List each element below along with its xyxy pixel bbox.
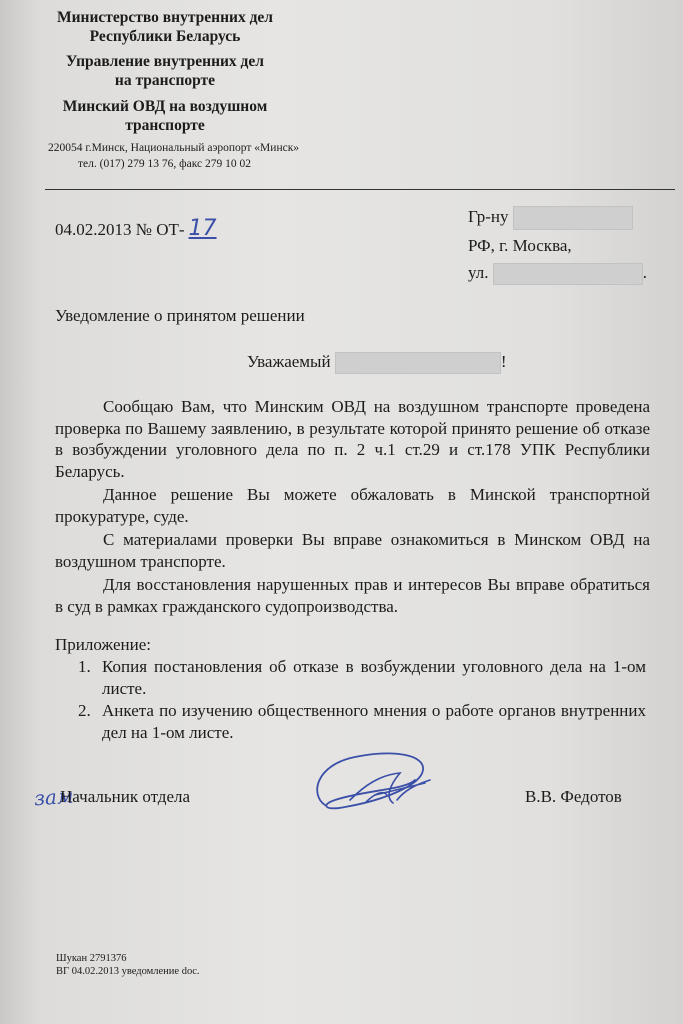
subject: Уведомление о принятом решении <box>55 306 305 325</box>
reference-line <box>55 218 217 241</box>
ministry-name-line2: Республики Беларусь <box>89 28 241 45</box>
header-divider <box>45 189 675 190</box>
paragraph-4: Для восстановления нарушенных прав и интересов Вы вправе обратиться в суд в рамках гражданского судопроизводства. <box>55 575 650 616</box>
street-suffix: . <box>642 262 647 282</box>
department-name-line1: Управление внутренних дел <box>66 53 264 70</box>
street-prefix: ул. <box>468 262 489 282</box>
redacted-street <box>493 263 643 285</box>
date-number: 04.02.2013 № ОТ- <box>55 220 185 239</box>
salutation-prefix: Уважаемый <box>247 352 331 371</box>
attachment-item-1 <box>78 656 646 699</box>
paragraph-1: Сообщаю Вам, что Минским ОВД на воздушном транспорте проведена проверка по Вашему заявлению, в результате которой принято решение об отказе в возбуждении уголовного дела по п. 2 ч.1 ст.29 и ст.178 УПК Республики Беларусь. <box>55 397 650 481</box>
paragraph-2: Данное решение Вы можете обжаловать в Минской транспортной прокуратуре, суде. <box>55 485 650 526</box>
handwritten-prefix: зам <box>33 783 75 811</box>
attachments-heading: Приложение: <box>55 635 151 654</box>
recipient-street-line <box>468 262 678 285</box>
attachment-text: Анкета по изучению общественного мнения о работе органов внутренних дел на 1-ом листе. <box>102 701 646 742</box>
redacted-recipient-name <box>513 206 633 230</box>
attachment-number: 2. <box>78 701 91 720</box>
signer-position: Начальник отдела <box>60 787 191 806</box>
executor-info: Шукан 2791376 <box>56 953 127 964</box>
recipient-city: РФ, г. Москва, <box>468 236 572 256</box>
office-name-line2: транспорте <box>125 117 205 134</box>
redacted-salutation-name <box>335 352 501 374</box>
recipient-block <box>468 206 678 285</box>
signer-name: В.В. Федотов <box>525 787 622 806</box>
recipient-name-line <box>468 206 678 230</box>
office-name-line1: Минский ОВД на воздушном <box>62 98 268 115</box>
signature-scribble <box>305 745 445 820</box>
letter-body <box>55 396 650 617</box>
paragraph-3: С материалами проверки Вы вправе ознакомиться в Минском ОВД на воздушном транспорте. <box>55 530 650 571</box>
attachment-number: 1. <box>78 657 91 676</box>
office-address: 220054 г.Минск, Национальный аэропорт «Минск» <box>48 142 300 154</box>
letterhead <box>40 8 290 135</box>
salutation-suffix: ! <box>500 352 507 371</box>
attachment-text: Копия постановления об отказе в возбуждении уголовного дела на 1-ом листе. <box>102 657 646 698</box>
attachment-item-2 <box>78 700 646 743</box>
department-name-line2: на транспорте <box>114 72 216 89</box>
recipient-prefix: Гр-ну <box>468 207 509 226</box>
office-phones: тел. (017) 279 13 76, факс 279 10 02 <box>78 158 251 170</box>
handwritten-number: 17 <box>188 216 217 241</box>
file-reference: ВГ 04.02.2013 уведомление doc. <box>56 966 200 977</box>
ministry-name-line1: Министерство внутренних дел <box>57 9 273 26</box>
salutation <box>247 351 507 374</box>
